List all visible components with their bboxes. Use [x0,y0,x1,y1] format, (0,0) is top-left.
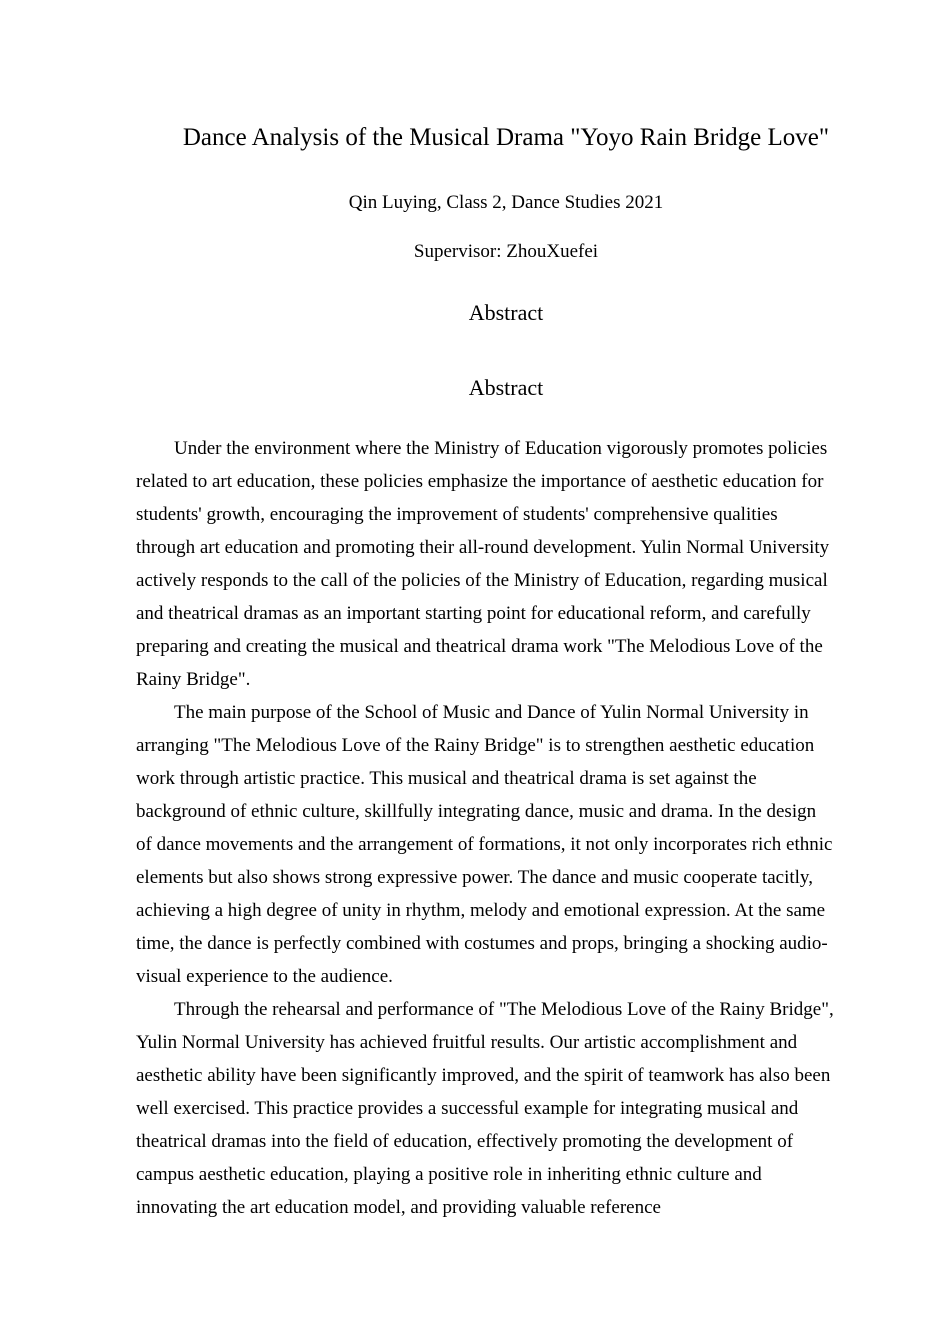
abstract-paragraph: Under the environment where the Ministry of Education vigorously promotes policies related to art education, these policies emphasize the importance of aesthetic education for students' growth, encouraging the improvement of students' comprehensive qualities through art education and promoting their all-round development. Yulin Normal University actively responds to the call of the policies of the Ministry of Education, regarding musical and theatrical dramas as an important starting point for educational reform, and carefully preparing and creating the musical and theatrical drama work "The Melodious Love of the Rainy Bridge". [136,438,830,690]
section-heading-abstract-repeat: Abstract [468,375,544,400]
author-line: Qin Luying, Class 2, Dance Studies 2021 [348,192,664,213]
supervisor-line: Supervisor: ZhouXuefei [413,241,599,262]
document-title: Dance Analysis of the Musical Drama "Yoyo Rain Bridge Love" [182,124,830,151]
abstract-paragraph: The main purpose of the School of Music and Dance of Yulin Normal University in arranging "The Melodious Love of the Rainy Bridge" is to strengthen aesthetic education work through artistic practice. This musical and theatrical drama is set against the background of ethnic culture, skillfully integrating dance, music and drama. In the design of dance movements and the arrangement of formations, it not only incorporates rich ethnic elements but also shows strong expressive power. The dance and music cooperate tacitly, achieving a high degree of unity in rhythm, melody and emotional expression. At the same time, the dance is perfectly combined with costumes and props, bringing a shocking audio-visual experience to the audience. [136,702,833,987]
abstract-body [136,432,836,1224]
abstract-paragraph: Through the rehearsal and performance of "The Melodious Love of the Rainy Bridge", Yulin Normal University has achieved fruitful results. Our artistic accomplishment and aesthetic ability have been significantly improved, and the spirit of teamwork has also been well exercised. This practice provides a successful example for integrating musical and theatrical dramas into the field of education, effectively promoting the development of campus aesthetic education, playing a positive role in inheriting ethnic culture and innovating the art education model, and providing valuable reference [136,999,834,1218]
section-heading-abstract: Abstract [468,300,544,325]
